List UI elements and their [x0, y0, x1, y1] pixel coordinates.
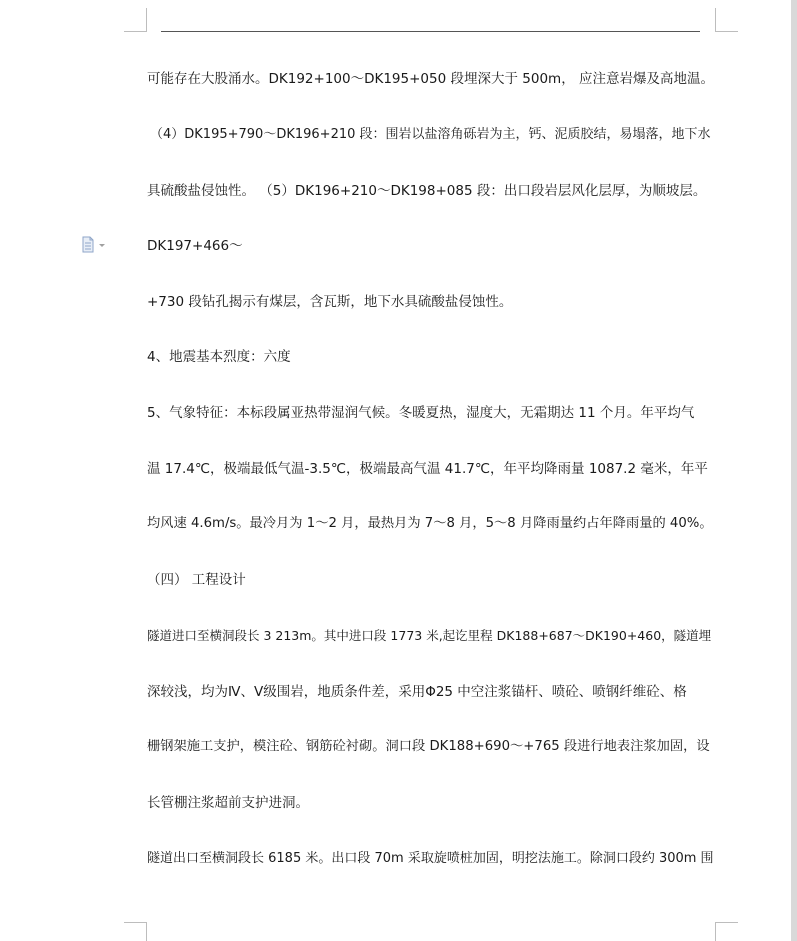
- crop-mark-bottom-left-vertical: [146, 922, 147, 941]
- page-edge-scroll-area: [791, 0, 797, 941]
- crop-mark-bottom-right-vertical: [715, 922, 716, 941]
- crop-mark-top-left-horizontal: [124, 31, 147, 32]
- body-line-13: 栅钢架施工支护，模注砼、钢筋砼衬砌。洞口段 DK188+690～+765 段进行地表注浆加固，设: [147, 739, 710, 754]
- body-line-1: 可能存在大股涌水。DK192+100～DK195+050 段埋深大于 500m， 应注意岩爆及高地温。: [147, 71, 714, 87]
- body-line-7: 5、气象特征：本标段属亚热带湿润气候。冬暖夏热，湿度大，无霜期达 11 个月。年平均气: [147, 405, 695, 421]
- body-line-4: DK197+466～: [147, 238, 243, 254]
- crop-mark-top-right-horizontal: [715, 31, 738, 32]
- body-line-5: +730 段钻孔揭示有煤层，含瓦斯，地下水具硫酸盐侵蚀性。: [147, 294, 513, 310]
- body-line-8: 温 17.4℃，极端最低气温-3.5℃，极端最高气温 41.7℃，年平均降雨量 1087.2 毫米，年平: [147, 461, 708, 477]
- body-line-3: 具硫酸盐侵蚀性。 （5）DK196+210～DK198+085 段：出口段岩层风化层厚，为顺坡层。: [147, 183, 707, 199]
- body-line-12: 深较浅，均为Ⅳ、Ⅴ级围岩，地质条件差，采用Φ25 中空注浆锚杆、喷砼、喷钢纤维砼、格: [147, 684, 687, 700]
- crop-mark-top-right-vertical: [715, 8, 716, 31]
- body-line-6: 4、地震基本烈度：六度: [147, 349, 291, 365]
- body-line-2: （4）DK195+790～DK196+210 段：围岩以盐溶角砾岩为主，钙、泥质胶结，易塌落，地下水: [150, 127, 711, 142]
- header-rule: [161, 31, 700, 32]
- body-line-11: 隧道进口至横洞段长 3 213m。其中进口段 1773 米,起讫里程 DK188+687～DK190+460，隧道埋: [147, 628, 712, 643]
- section-heading: （四） 工程设计: [147, 572, 246, 588]
- crop-mark-top-left-vertical: [146, 8, 147, 31]
- body-line-9: 均风速 4.6m/s。最冷月为 1～2 月，最热月为 7～8 月，5～8 月降雨量约占年降雨量的 40%。: [147, 516, 713, 531]
- crop-mark-bottom-right-horizontal: [715, 922, 738, 923]
- body-line-14: 长管棚注浆超前支护进洞。: [147, 795, 309, 811]
- body-line-15: 隧道出口至横洞段长 6185 米。出口段 70m 采取旋喷桩加固，明挖法施工。除洞口段约 300m 围: [147, 851, 714, 866]
- crop-mark-bottom-left-horizontal: [124, 922, 147, 923]
- document-dropdown-icon[interactable]: [81, 236, 111, 254]
